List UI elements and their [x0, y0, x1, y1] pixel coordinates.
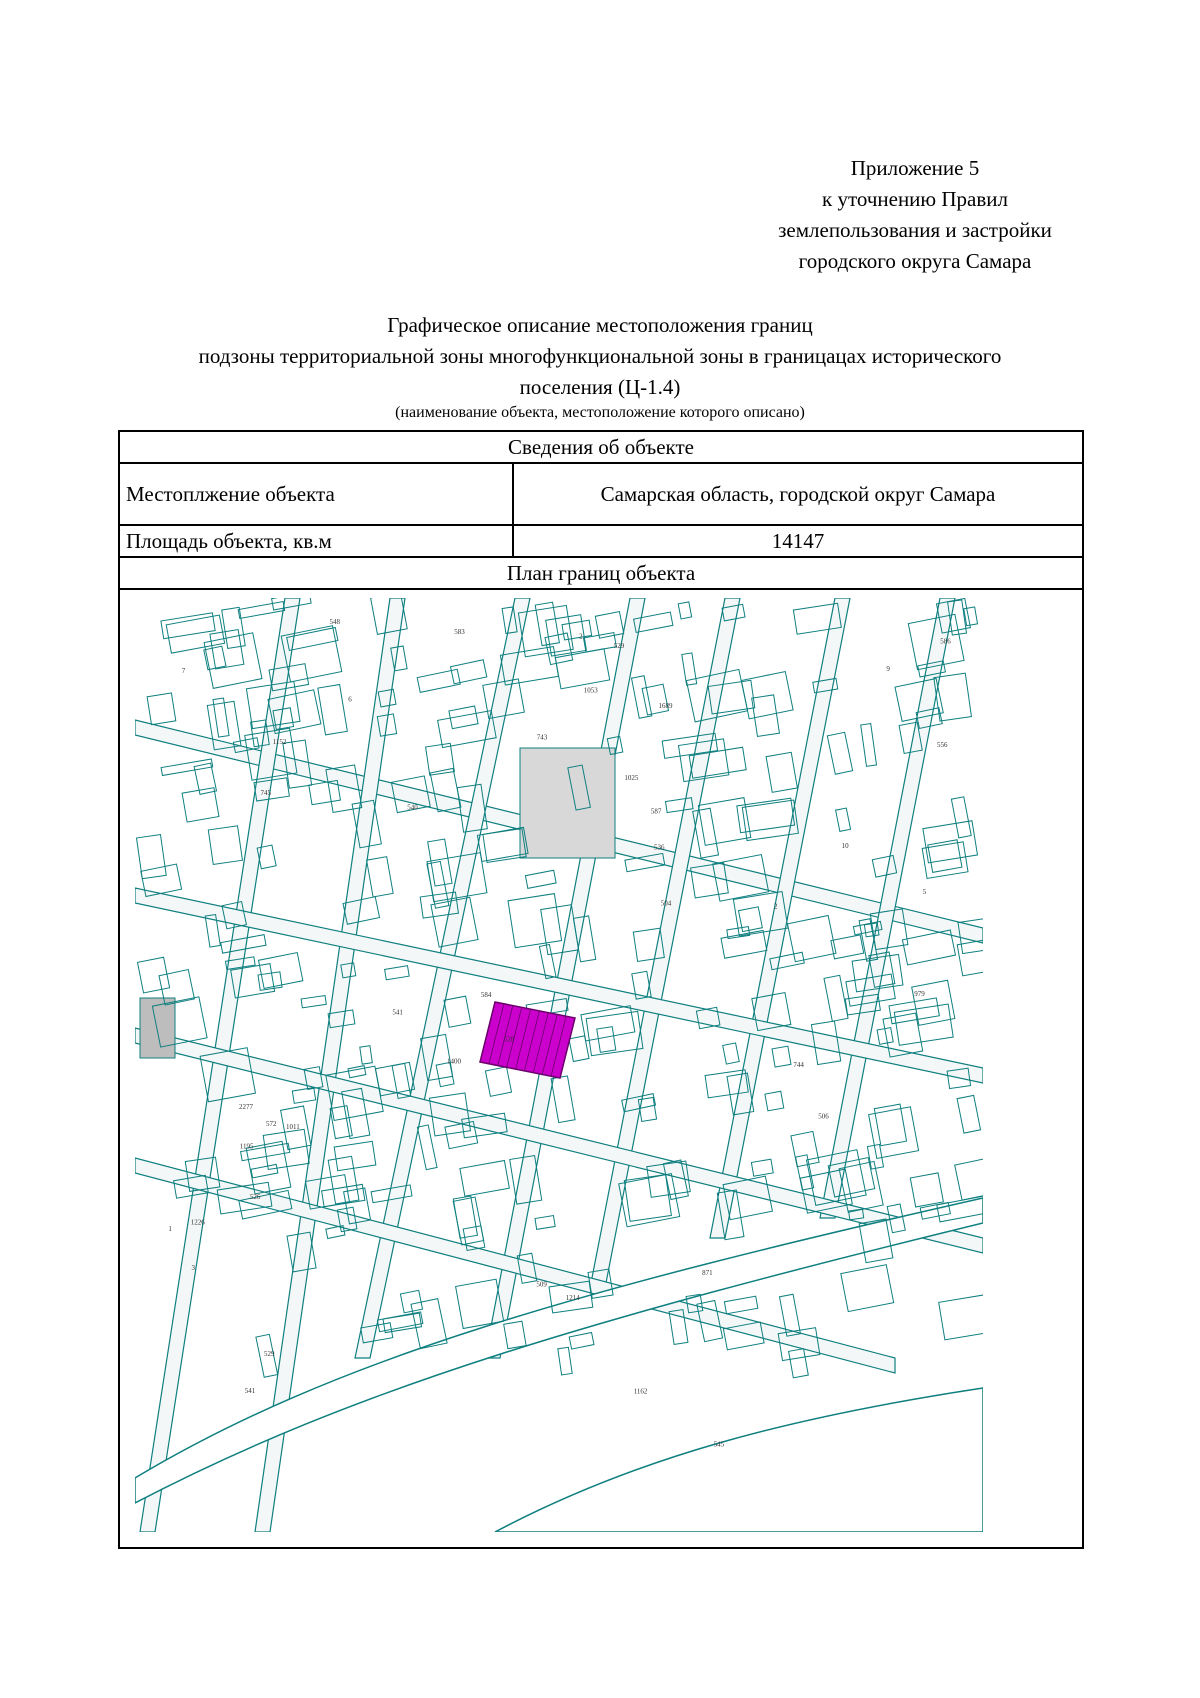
parcel-number-label: 7 [181, 666, 186, 675]
parcel-number-label: 583 [454, 628, 465, 637]
map-canvas [135, 598, 983, 1532]
parcel-number-label: 745 [260, 788, 271, 797]
title-line-2: подзоны территориальной зоны многофункциональной зоны в границацах исторического [198, 344, 1002, 368]
parcel-number-label: 2277 [239, 1102, 253, 1111]
gray-parcel [140, 998, 175, 1058]
parcel-number-label: 529 [264, 1350, 275, 1358]
parcel-number-label: 1400 [447, 1057, 461, 1066]
appendix-line: Приложение 5 [850, 156, 980, 180]
parcel-number-label: 504 [660, 899, 672, 908]
parcel-number-label: 584 [480, 991, 492, 999]
plan-header: План границ объекта [120, 558, 1082, 590]
parcel-number-label: 536 [654, 843, 665, 852]
parcel-number-label: 1226 [190, 1218, 205, 1227]
parcel-number-label: 1053 [583, 686, 598, 695]
object-info-table [118, 430, 1084, 1549]
parcel-number-label: 979 [914, 989, 925, 998]
parcel-number-label: 509 [536, 1280, 547, 1289]
parcel-number-label: 586 [940, 637, 951, 646]
parcel-number-label: 545 [713, 1440, 725, 1449]
parcel-number-label: 3 [191, 1263, 195, 1272]
table-header: Сведения об объекте [120, 432, 1082, 464]
parcel-number-label: 6 [348, 695, 352, 704]
appendix-line: городского округа Самара [798, 249, 1032, 273]
parcel-number-label: 871 [702, 1269, 713, 1277]
parcel-number-label: 541 [244, 1386, 256, 1395]
parcel-number-label: 528 [503, 1035, 515, 1044]
title-line-3: поселения (Ц-1.4) [519, 375, 681, 399]
parcel-number-label: 744 [793, 1061, 804, 1070]
parcel-number-label: 529 [613, 642, 625, 651]
parcel-number-label: 506 [818, 1112, 829, 1121]
parcel-number-label: 10 [841, 842, 849, 851]
appendix-line: к уточнению Правил [822, 187, 1008, 211]
parcel-number-label: 572 [266, 1120, 277, 1128]
appendix-line: землепользования и застройки [778, 218, 1052, 242]
parcel-number-label: 1162 [633, 1387, 648, 1396]
parcel-number-label: 548 [329, 618, 340, 627]
parcel-number-label: 9 [886, 664, 890, 673]
parcel-number-label: 556 [937, 740, 948, 749]
document-subtitle: (наименование объекта, местоположение которого описано) [395, 404, 805, 421]
parcel-number-label: 5 [922, 888, 927, 897]
parcel-number-label: 1689 [658, 702, 673, 711]
location-row [120, 464, 1082, 526]
parcel-number-label: 1214 [565, 1293, 580, 1302]
parcel-number-label: 1195 [239, 1142, 254, 1151]
area-label: Площадь объекта, кв.м [126, 528, 332, 553]
location-label: Местоплжение объекта [126, 481, 335, 506]
area-value: 14147 [512, 526, 1082, 556]
location-value: Самарская область, городской округ Самара [512, 464, 1082, 524]
parcel-number-label: 587 [650, 807, 662, 816]
parcel-number-label: 1152 [272, 737, 287, 746]
parcel-number-label: 1025 [624, 774, 639, 782]
title-line-1: Графическое описание местоположения границ [387, 313, 813, 337]
parcel-number-label: 743 [536, 733, 548, 742]
gray-parcel [520, 748, 615, 858]
parcel-number-label: 1 [168, 1225, 172, 1233]
appendix-block [700, 153, 1130, 277]
area-row [120, 526, 1082, 558]
cadastral-map [135, 598, 983, 1532]
parcel-number-label: 2 [579, 632, 583, 641]
parcel-number-label: 540 [407, 803, 418, 812]
parcel-number-label: 526 [249, 1193, 261, 1201]
document-title [110, 310, 1090, 403]
parcel-number-label: 2 [774, 902, 778, 911]
parcel-number-label: 541 [392, 1008, 403, 1017]
parcel-number-label: 1011 [286, 1122, 300, 1131]
